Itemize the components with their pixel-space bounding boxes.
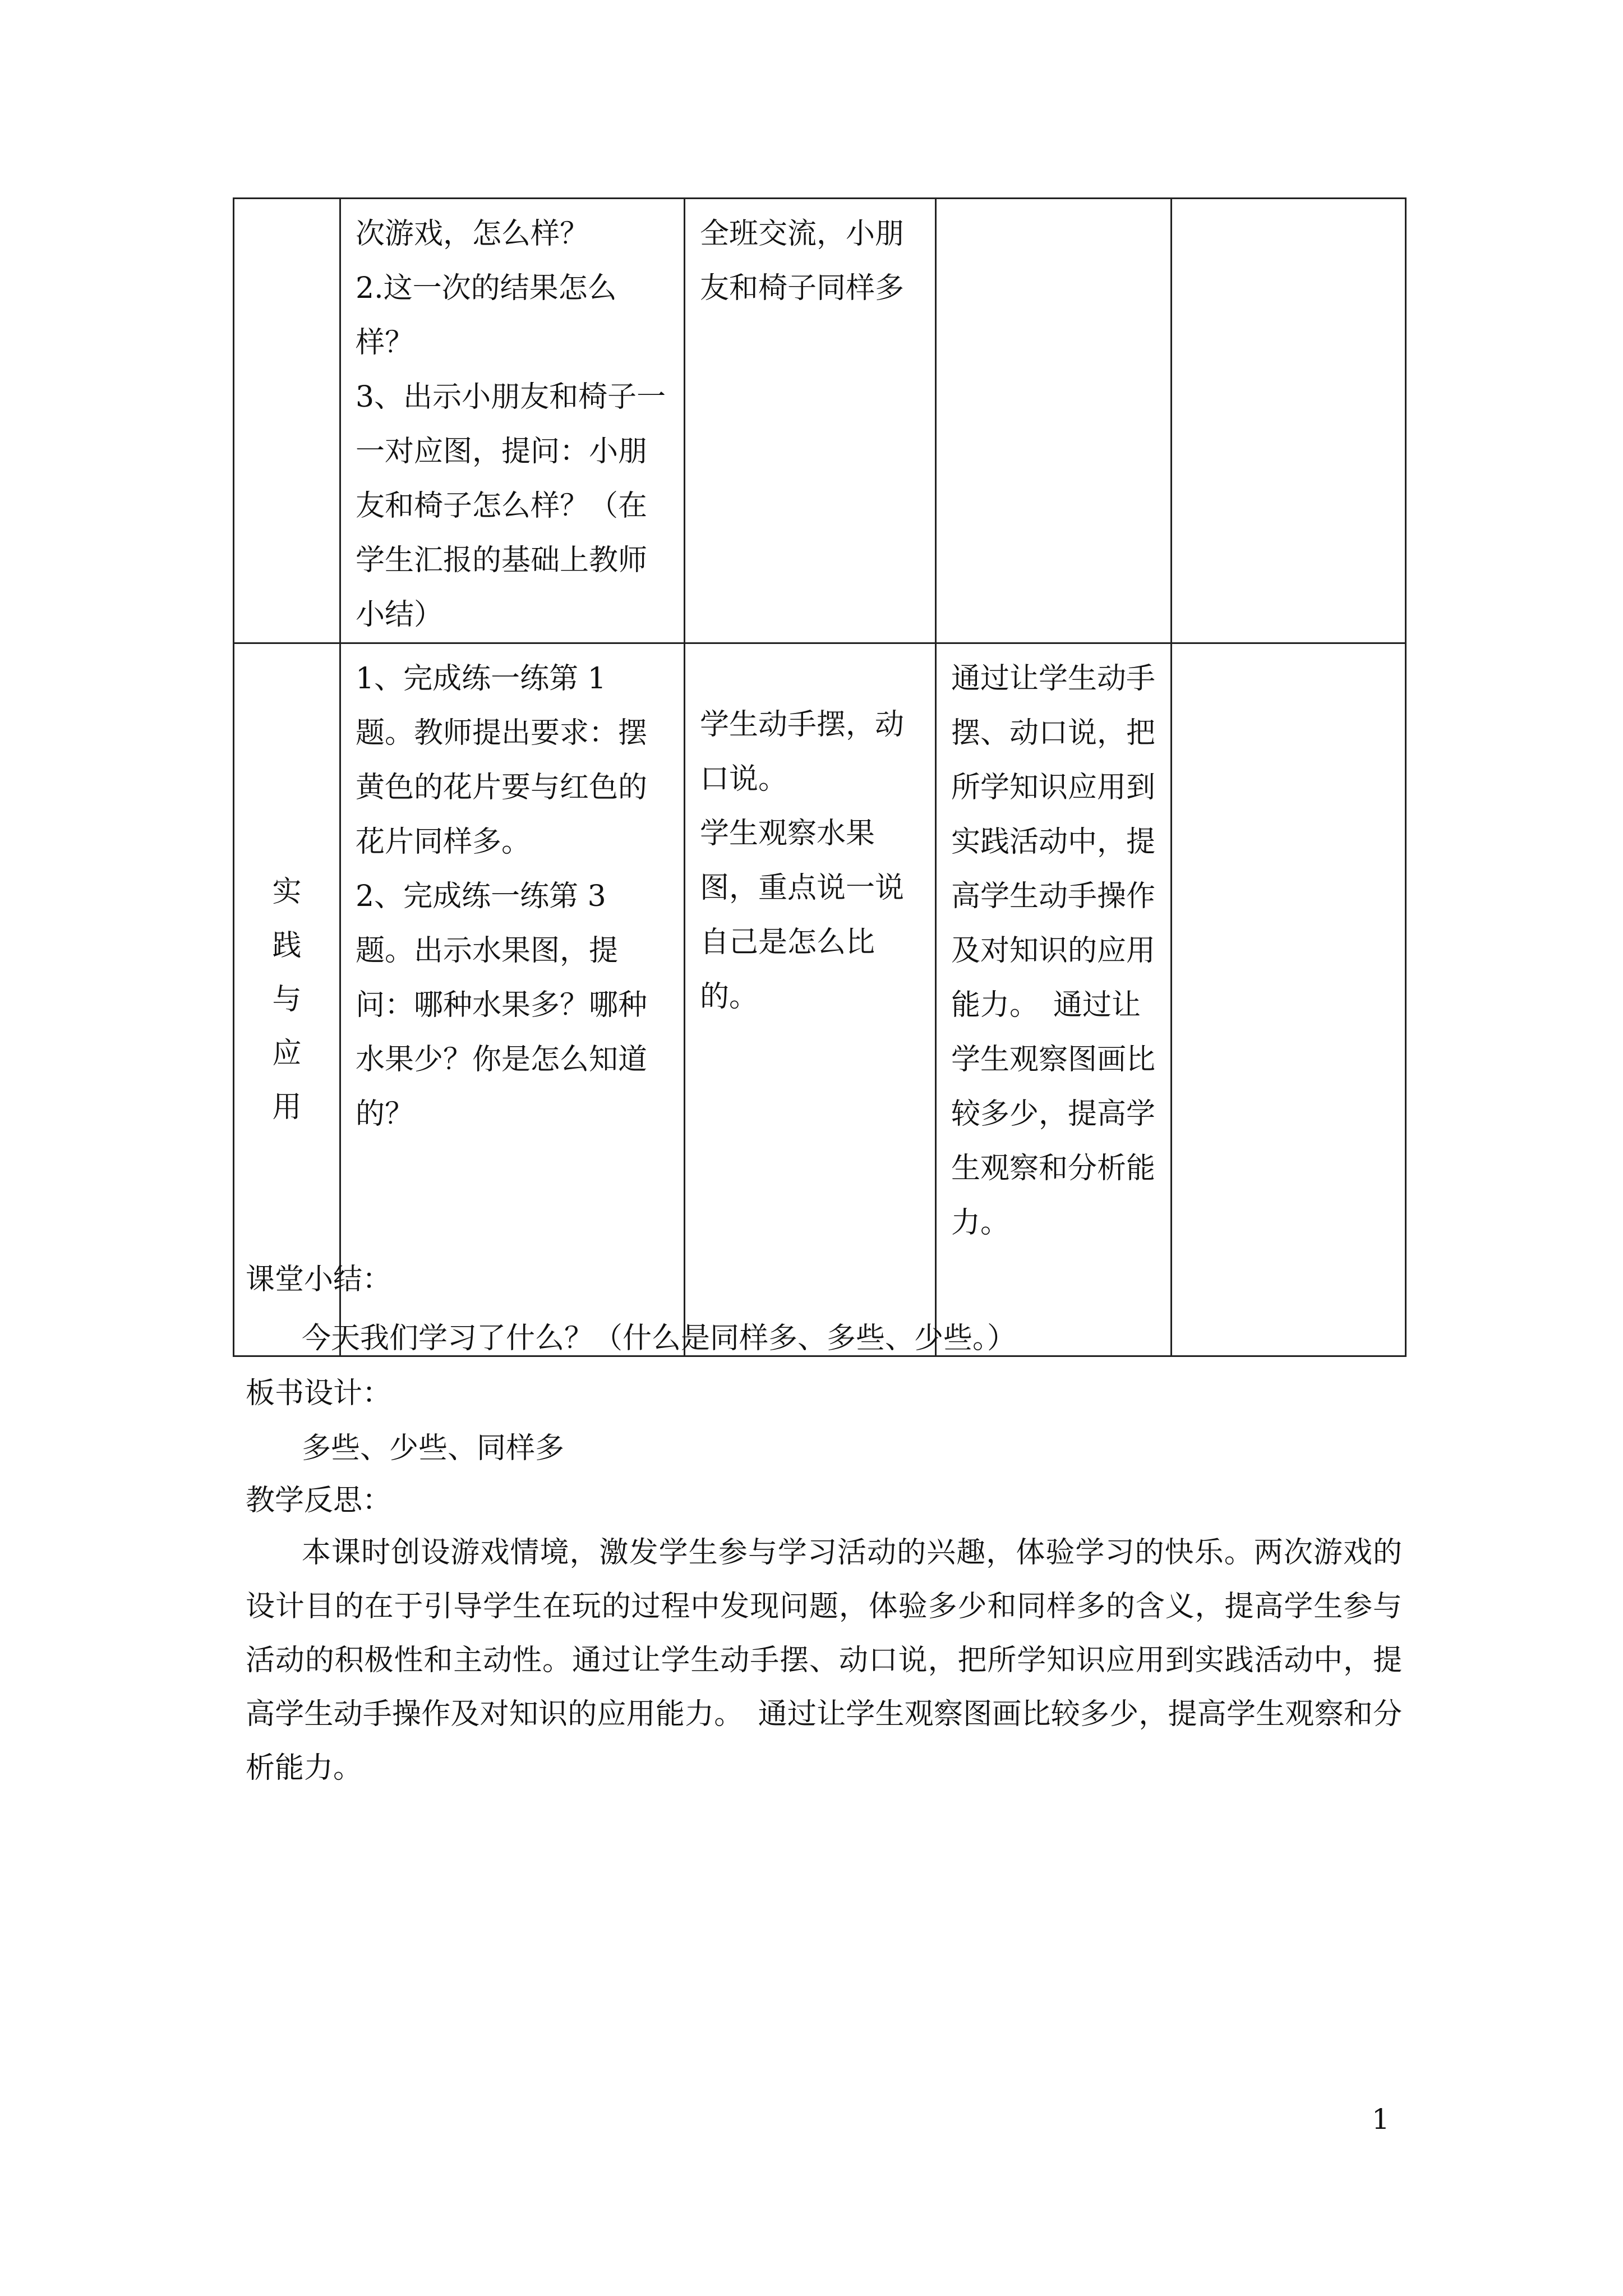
student-activity-cell <box>685 199 936 643</box>
intent-text: 通过让学生动手摆、动口说，把所学知识应用到实践活动中，提高学生动手操作及对知识的应用能力。 通过让学生观察图画比较多少，提高学生观察和分析能力。 <box>951 662 1156 1240</box>
reflection-text: 本课时创设游戏情境，激发学生参与学习活动的兴趣，体验学习的快乐。两次游戏的设计目的在于引导学生在玩的过程中发现问题，体验多少和同样多的含义，提高学生参与活动的积极性和主动性。通过让学生动手摆、动口说，把所学知识应用到实践活动中，提高学生动手操作及对知识的应用能力。 通过让学生观察图画比较多少，提高学生观察和分析能力。 <box>246 1536 1402 1785</box>
teacher-line: 3、出示小朋友和椅子一一对应图，提问：小朋友和椅子怎么样？（在学生汇报的基础上教师小结） <box>356 380 666 632</box>
reflection-heading: 教学反思： <box>246 1484 392 1517</box>
stage-cell <box>234 199 340 643</box>
stage-cell <box>234 643 340 1356</box>
stage-label: 实践与应用 <box>272 875 302 1124</box>
summary-heading: 课堂小结： <box>246 1263 392 1296</box>
summary-text: 今天我们学习了什么？（什么是同样多、多些、少些。） <box>302 1322 1017 1355</box>
student-activity-cell <box>685 643 936 1356</box>
student-line: 全班交流，小朋友和椅子同样多 <box>700 217 905 305</box>
teacher-line: 2、完成练一练第 3 题。出示水果图，提问：哪种水果多？哪种水果少？你是怎么知道的？ <box>356 880 648 1131</box>
notes-cell <box>1172 199 1406 643</box>
design-intent-cell <box>936 199 1172 643</box>
notes-cell <box>1172 643 1406 1356</box>
table-row <box>234 643 1406 1356</box>
design-intent-cell <box>936 643 1172 1356</box>
board-design-heading: 板书设计： <box>246 1377 392 1410</box>
teacher-activity-cell <box>340 643 685 1356</box>
teacher-line: 次游戏，怎么样？ <box>356 217 589 251</box>
page-number: 1 <box>1372 2103 1390 2136</box>
lesson-plan-table <box>233 197 1407 1357</box>
teacher-line: 1、完成练一练第 1 题。教师提出要求：摆黄色的花片要与红色的花片同样多。 <box>356 662 648 859</box>
student-line: 学生动手摆，动口说。 <box>700 708 905 796</box>
teacher-activity-cell <box>340 199 685 643</box>
student-line: 学生观察水果图，重点说一说自己是怎么比的。 <box>700 817 905 1014</box>
teacher-line: 2.这一次的结果怎么样？ <box>356 272 617 360</box>
table-row <box>234 199 1406 643</box>
board-design-text: 多些、少些、同样多 <box>302 1432 565 1465</box>
